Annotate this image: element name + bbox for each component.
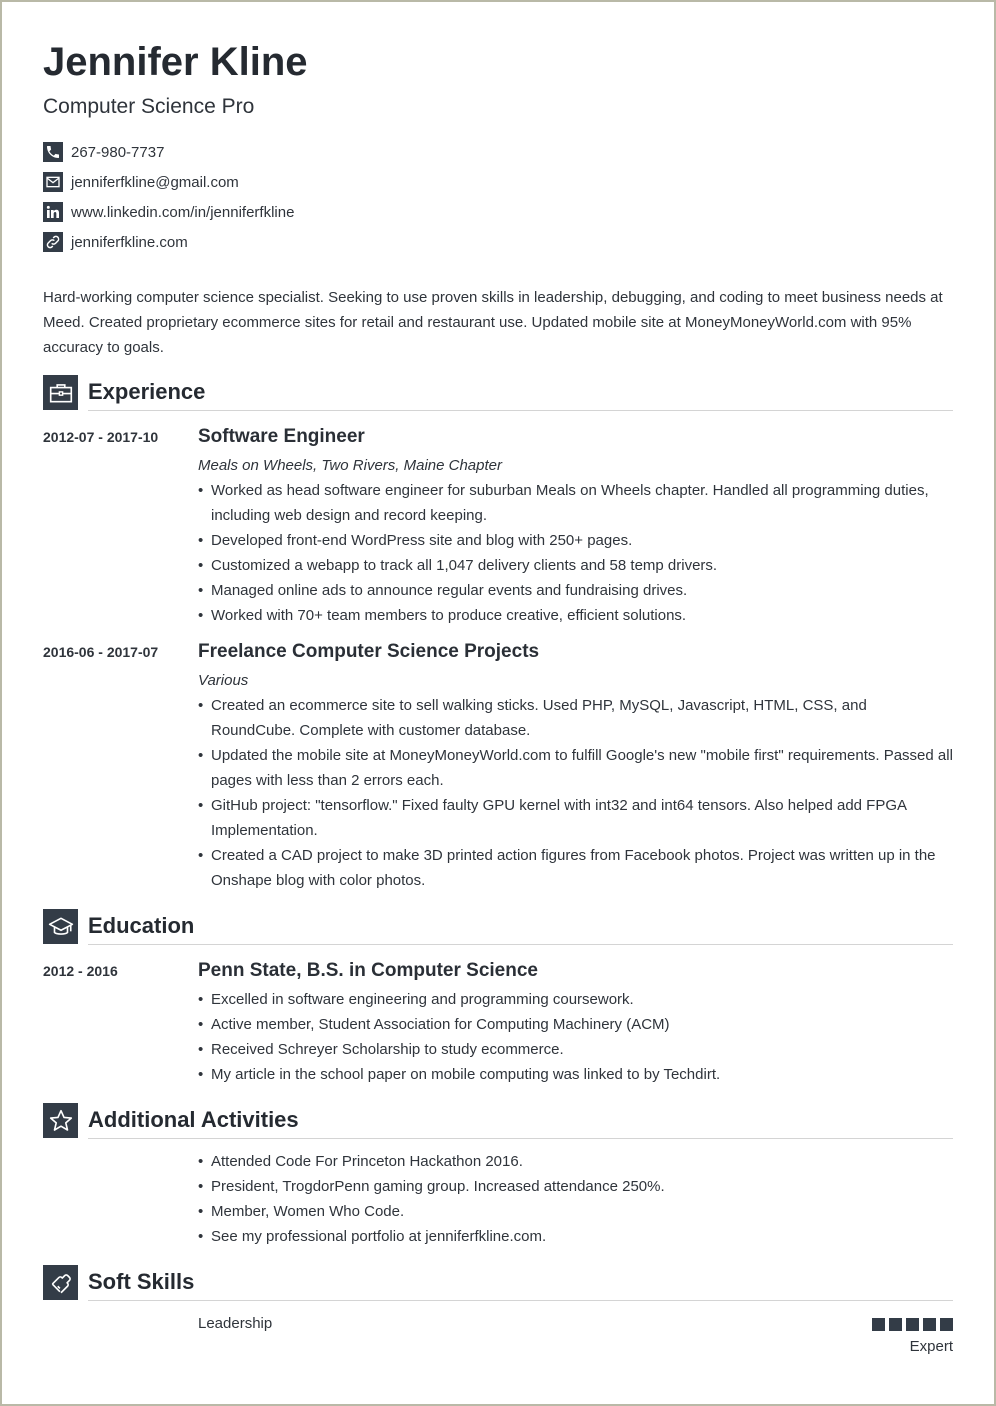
section-divider (88, 410, 953, 411)
job-1-title: Software Engineer (198, 426, 365, 447)
education-1-bullets (198, 987, 953, 1087)
soft-skills-heading: Soft Skills (88, 1269, 195, 1294)
education-1-title: Penn State, B.S. in Computer Science (198, 960, 538, 981)
list-item: • Customized a webapp to track all 1,047 delivery clients and 58 temp drivers. (198, 553, 953, 578)
list-item: • Received Schreyer Scholarship to study ecommerce. (198, 1037, 953, 1062)
linkedin-icon (43, 202, 63, 222)
section-divider (88, 944, 953, 945)
envelope-icon (43, 172, 63, 192)
activities-heading: Additional Activities (88, 1107, 299, 1132)
job-1-company: Meals on Wheels, Two Rivers, Maine Chapter (198, 457, 502, 474)
list-item: • Attended Code For Princeton Hackathon 2016. (198, 1149, 953, 1174)
phone-icon (43, 142, 63, 162)
skill-rating-dot (940, 1318, 953, 1331)
website-url[interactable]: jenniferfkline.com (71, 233, 188, 251)
linkedin-url[interactable]: www.linkedin.com/in/jenniferfkline (71, 203, 295, 221)
job-2-title: Freelance Computer Science Projects (198, 641, 540, 662)
job-2-bullets (198, 693, 953, 893)
list-item: • President, TrogdorPenn gaming group. Increased attendance 250%. (198, 1174, 953, 1199)
puzzle-hand-icon (43, 1265, 78, 1300)
list-item: • Excelled in software engineering and programming coursework. (198, 987, 953, 1012)
list-item: • Created an ecommerce site to sell walking sticks. Used PHP, MySQL, Javascript, HTML, CSS, and RoundCube. Complete with customer database. (198, 693, 953, 743)
job-2-company: Various (198, 672, 249, 689)
skill-rating-dot (872, 1318, 885, 1331)
list-item: • Managed online ads to announce regular events and fundraising drives. (198, 578, 953, 603)
activities-bullets (198, 1149, 953, 1249)
job-1-dates: 2012-07 - 2017-10 (43, 429, 159, 445)
experience-section-header (43, 375, 953, 411)
list-item: • Created a CAD project to make 3D printed action figures from Facebook photos. Project was written up in the Onshape blog with color photos. (198, 843, 953, 893)
job-2-dates: 2016-06 - 2017-07 (43, 644, 159, 660)
graduation-cap-icon (43, 909, 78, 944)
contact-phone (43, 142, 164, 162)
skill-name: Leadership (198, 1315, 273, 1332)
list-item: • Active member, Student Association for Computing Machinery (ACM) (198, 1012, 953, 1037)
experience-heading: Experience (88, 379, 206, 404)
link-icon (43, 232, 63, 252)
skill-level: Expert (909, 1338, 953, 1355)
job-1-bullets (198, 478, 953, 628)
skill-rating-dot (906, 1318, 919, 1331)
education-heading: Education (88, 913, 195, 938)
list-item: • Worked with 70+ team members to produce creative, efficient solutions. (198, 603, 953, 628)
list-item: • Developed front-end WordPress site and blog with 250+ pages. (198, 528, 953, 553)
skill-rating (872, 1318, 953, 1331)
soft-skills-section-header (43, 1265, 953, 1301)
skill-rating-dot (923, 1318, 936, 1331)
star-icon (43, 1103, 78, 1138)
education-1-dates: 2012 - 2016 (43, 963, 118, 979)
list-item: • GitHub project: "tensorflow." Fixed faulty GPU kernel with int32 and int64 tensors. Also helped add FPGA Implementation. (198, 793, 953, 843)
list-item: • See my professional portfolio at jenniferfkline.com. (198, 1224, 953, 1249)
section-divider (88, 1300, 953, 1301)
education-section-header (43, 909, 953, 945)
phone-number[interactable]: 267-980-7737 (71, 143, 165, 161)
list-item: • Updated the mobile site at MoneyMoneyWorld.com to fulfill Google's new "mobile first" requirements. Passed all pages with less than 2 errors each. (198, 743, 953, 793)
candidate-name: Jennifer Kline (43, 40, 308, 84)
activities-section-header (43, 1103, 953, 1139)
contact-email (43, 172, 239, 192)
list-item: • Member, Women Who Code. (198, 1199, 953, 1224)
contact-website (43, 232, 188, 252)
candidate-title: Computer Science Pro (43, 95, 255, 118)
profile-summary: Hard-working computer science specialist. Seeking to use proven skills in leadership, debugging, and coding to meet business needs at Meed. Created proprietary ecommerce sites for retail and restaurant use. Updated mobile site at MoneyMoneyWorld.com with 95% accuracy to goals. (43, 289, 943, 356)
list-item: • Worked as head software engineer for suburban Meals on Wheels chapter. Handled all programming duties, including web design and record keeping. (198, 478, 953, 528)
contact-linkedin (43, 202, 294, 222)
skill-rating-dot (889, 1318, 902, 1331)
section-divider (88, 1138, 953, 1139)
briefcase-icon (43, 375, 78, 410)
email-address[interactable]: jenniferfkline@gmail.com (71, 173, 239, 191)
list-item: • My article in the school paper on mobile computing was linked to by Techdirt. (198, 1062, 953, 1087)
